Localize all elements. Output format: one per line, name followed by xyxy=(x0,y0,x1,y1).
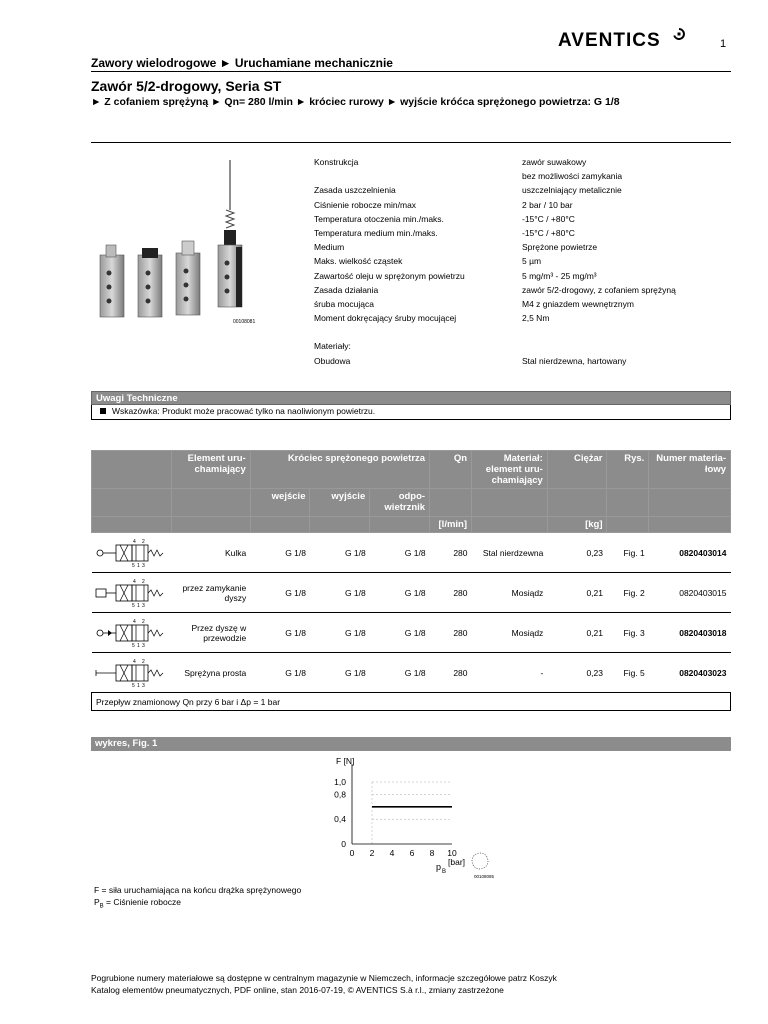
svg-text:2: 2 xyxy=(141,618,145,625)
x-tick-label: 2 xyxy=(369,848,375,858)
spec-row xyxy=(314,198,734,212)
th-out: wyjście xyxy=(310,489,370,517)
legend-pb: $P_B$ = Ciśnienie robocze xyxy=(94,897,181,910)
x-axis-label-sub: B xyxy=(442,869,447,875)
th-unit-qn: [l/min] xyxy=(430,517,472,533)
cell-qn: 280 xyxy=(430,613,472,653)
th-in: wejście xyxy=(250,489,310,517)
cell-fig: Fig. 1 xyxy=(607,533,649,573)
cell-number: 0820403023 xyxy=(649,653,731,693)
spec-key: Medium xyxy=(314,242,345,253)
symbol-cell xyxy=(92,613,172,653)
cell-material: Mosiądz xyxy=(472,573,548,613)
x-axis-label: p xyxy=(436,862,442,872)
spec-row xyxy=(314,311,734,325)
cell-in: G 1/8 xyxy=(250,573,310,613)
cell-out: G 1/8 xyxy=(310,613,370,653)
page-number: 1 xyxy=(720,38,727,50)
spec-key: Obudowa xyxy=(314,355,351,366)
svg-text:4: 4 xyxy=(132,658,136,665)
svg-text:1: 1 xyxy=(136,562,140,569)
y-tick-label: 0,8 xyxy=(334,789,346,800)
footer xyxy=(91,972,557,996)
spec-key: Zawartość oleju w sprężonym powietrzu xyxy=(314,270,465,281)
spec-key: Konstrukcja xyxy=(314,157,359,167)
aventics-logo xyxy=(558,28,686,54)
page-subtitle: ► Z cofaniem sprężyną ► Qn= 280 l/min ► króciec rurowy ► wyjście króćca sprężonego powietrza: G 1/8 xyxy=(91,96,620,108)
spec-row xyxy=(314,183,734,197)
svg-text:2: 2 xyxy=(141,658,145,665)
x-axis-unit: [bar] xyxy=(448,857,466,867)
cell-vent: G 1/8 xyxy=(370,573,430,613)
spec-key: Ciśnienie robocze min/max xyxy=(314,199,417,210)
svg-text:3: 3 xyxy=(141,682,145,689)
x-tick-label: 8 xyxy=(429,848,435,858)
spec-value: Sprężone powietrze xyxy=(522,242,598,253)
svg-text:4: 4 xyxy=(132,578,136,585)
svg-text:1: 1 xyxy=(136,682,140,689)
cell-element: Sprężyna prosta xyxy=(172,653,251,693)
table-row xyxy=(92,653,731,693)
cell-out: G 1/8 xyxy=(310,533,370,573)
cell-material: Mosiądz xyxy=(472,613,548,653)
symbol-cell xyxy=(92,573,172,613)
product-table xyxy=(91,450,731,711)
spec-row xyxy=(314,212,734,226)
spec-key: Zasada uszczelnienia xyxy=(314,185,396,196)
cell-material: Stal nierdzewna xyxy=(472,533,548,573)
valve-symbol-icon xyxy=(94,575,170,609)
svg-text:5: 5 xyxy=(131,642,135,649)
spec-key: Moment dokręcający śruby mocującej xyxy=(314,313,457,324)
header-rule xyxy=(91,71,731,72)
spec-value: zawór 5/2-drogowy, z cofaniem sprężyną xyxy=(522,284,676,295)
breadcrumb: Zawory wielodrogowe ► Uruchamiane mechanicznie xyxy=(91,56,393,70)
symbol-cell xyxy=(92,653,172,693)
cell-qn: 280 xyxy=(430,653,472,693)
table-row xyxy=(92,573,731,613)
spec-row xyxy=(314,169,734,183)
svg-text:5: 5 xyxy=(131,562,135,569)
th-unit-weight: [kg] xyxy=(547,517,607,533)
spec-row xyxy=(314,325,734,339)
svg-text:3: 3 xyxy=(141,642,145,649)
cell-element: przez zamykanie dyszy xyxy=(172,573,251,613)
th-qn: Qn xyxy=(430,451,472,489)
cell-material: - xyxy=(472,653,548,693)
spec-row xyxy=(314,297,734,311)
valve-symbol-icon xyxy=(94,615,170,649)
cell-element: Przez dyszę w przewodzie xyxy=(172,613,251,653)
cell-fig: Fig. 3 xyxy=(607,613,649,653)
th-element: Element uru-chamiający xyxy=(172,451,251,489)
spec-value: bez możliwości zamykania xyxy=(522,171,623,182)
spec-value: -15°C / +80°C xyxy=(522,227,575,238)
chart-header: wykres, Fig. 1 xyxy=(91,737,731,751)
th-material: Materiał: element uru-chamiający xyxy=(472,451,548,489)
cell-weight: 0,21 xyxy=(547,613,607,653)
svg-text:4: 4 xyxy=(132,538,136,545)
spec-key: Materiały: xyxy=(314,341,351,352)
image-code: 00108081 xyxy=(233,319,256,325)
spec-row xyxy=(314,339,734,353)
svg-text:3: 3 xyxy=(141,602,145,609)
force-chart xyxy=(318,752,498,884)
spec-row xyxy=(314,155,734,169)
bullet-icon xyxy=(100,408,106,414)
cell-out: G 1/8 xyxy=(310,573,370,613)
table-row xyxy=(92,533,731,573)
cell-qn: 280 xyxy=(430,573,472,613)
spec-value: -15°C / +80°C xyxy=(522,213,575,224)
cell-qn: 280 xyxy=(430,533,472,573)
spec-value: 2 bar / 10 bar xyxy=(522,199,573,210)
spec-row xyxy=(314,240,734,254)
spec-value: 5 µm xyxy=(522,256,542,267)
cell-number: 0820403018 xyxy=(649,613,731,653)
svg-text:1: 1 xyxy=(136,642,140,649)
y-tick-label: 0,4 xyxy=(334,814,346,825)
valve-symbol-icon xyxy=(94,655,170,689)
footer-line1: Pogrubione numery materiałowe są dostępne w centralnym magazynie w Niemczech, informacje szczegółowe patrz Koszyk xyxy=(91,973,557,983)
x-tick-label: 10 xyxy=(447,848,457,858)
spec-row xyxy=(314,254,734,268)
spec-key: Maks. wielkość cząstek xyxy=(314,256,403,267)
th-fig: Rys. xyxy=(607,451,649,489)
cell-out: G 1/8 xyxy=(310,653,370,693)
footer-line2: Katalog elementów pneumatycznych, PDF online, stan 2016-07-19, © AVENTICS S.à r.l., zmiany zastrzeżone xyxy=(91,985,504,995)
cell-fig: Fig. 5 xyxy=(607,653,649,693)
page-title: Zawór 5/2-drogowy, Seria ST xyxy=(91,78,282,94)
cell-in: G 1/8 xyxy=(250,613,310,653)
spec-row xyxy=(314,226,734,240)
spec-value: 5 mg/m³ - 25 mg/m³ xyxy=(522,270,597,281)
product-image xyxy=(92,155,272,340)
chart-legend xyxy=(94,884,301,913)
logo-text: AVENTICS xyxy=(558,30,661,51)
spec-key: Zasada działania xyxy=(314,284,379,295)
spec-row xyxy=(314,354,734,368)
x-tick-label: 4 xyxy=(389,848,395,858)
x-tick-label: 0 xyxy=(349,848,355,858)
th-weight: Ciężar xyxy=(547,451,607,489)
cell-number: 0820403015 xyxy=(649,573,731,613)
notes-header: Uwagi Techniczne xyxy=(91,391,731,405)
title-rule xyxy=(91,142,731,143)
cell-number: 0820403014 xyxy=(649,533,731,573)
cell-weight: 0,21 xyxy=(547,573,607,613)
chart-code: 00108085 xyxy=(474,874,495,879)
cell-element: Kulka xyxy=(172,533,251,573)
table-row xyxy=(92,613,731,653)
x-tick-label: 6 xyxy=(409,848,415,858)
th-symbol xyxy=(92,451,172,489)
svg-text:5: 5 xyxy=(131,682,135,689)
valve-symbol-icon xyxy=(94,535,170,569)
spec-key: Temperatura otoczenia min./maks. xyxy=(314,213,444,224)
symbol-cell xyxy=(92,533,172,573)
cell-vent: G 1/8 xyxy=(370,533,430,573)
cell-in: G 1/8 xyxy=(250,653,310,693)
spec-value: uszczelniający metalicznie xyxy=(522,185,622,196)
spec-row xyxy=(314,283,734,297)
y-axis-label: F [N] xyxy=(336,756,355,766)
spec-value: M4 z gniazdem wewnętrznym xyxy=(522,298,634,309)
svg-text:3: 3 xyxy=(141,562,145,569)
table-footnote: Przepływ znamionowy Qn przy 6 bar i Δp = 1 bar xyxy=(92,693,731,711)
cell-fig: Fig. 2 xyxy=(607,573,649,613)
spec-value: 2,5 Nm xyxy=(522,313,550,324)
legend-f: F = siła uruchamiająca na końcu drążka sprężynowego xyxy=(94,885,302,895)
spec-row xyxy=(314,269,734,283)
y-tick-label: 1,0 xyxy=(334,777,346,787)
svg-text:5: 5 xyxy=(131,602,135,609)
cell-weight: 0,23 xyxy=(547,653,607,693)
spec-key: Temperatura medium min./maks. xyxy=(314,227,438,238)
cell-weight: 0,23 xyxy=(547,533,607,573)
spec-list xyxy=(314,155,734,368)
cell-in: G 1/8 xyxy=(250,533,310,573)
cell-vent: G 1/8 xyxy=(370,613,430,653)
spec-key: śruba mocująca xyxy=(314,298,375,309)
notes-text: Wskazówka: Produkt może pracować tylko na naoliwionym powietrzu. xyxy=(112,406,376,416)
svg-text:2: 2 xyxy=(141,538,145,545)
y-tick-label: 0 xyxy=(341,839,346,849)
svg-text:4: 4 xyxy=(132,618,136,625)
svg-text:1: 1 xyxy=(136,602,140,609)
th-port: Króciec sprężonego powietrza xyxy=(250,451,429,489)
logo-mark-icon xyxy=(673,28,685,40)
notes-box xyxy=(91,405,731,420)
cell-vent: G 1/8 xyxy=(370,653,430,693)
spec-value: zawór suwakowy xyxy=(522,157,587,167)
th-number: Numer materia-łowy xyxy=(649,451,731,489)
svg-text:2: 2 xyxy=(141,578,145,585)
spec-value: Stal nierdzewna, hartowany xyxy=(522,355,627,366)
drawing-marker-icon xyxy=(472,853,488,869)
th-vent: odpo-wietrznik xyxy=(370,489,430,517)
